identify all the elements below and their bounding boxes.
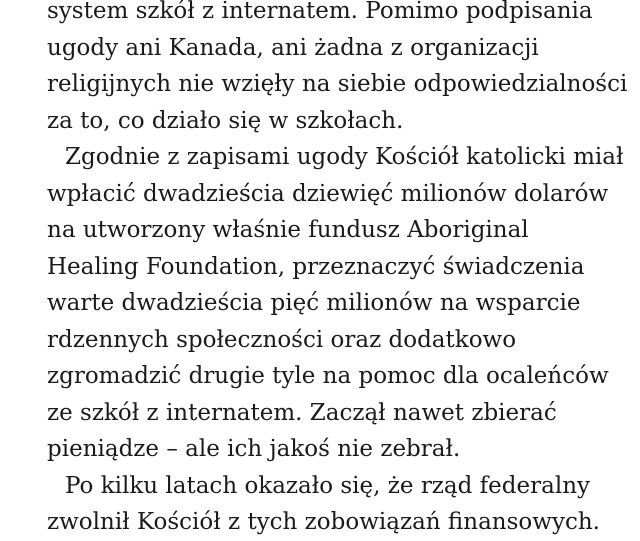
text-line: zwolnił Kościół z tych zobowiązań finansowych.: [47, 509, 600, 535]
text-line: religijnych nie wzięły na siebie odpowiedzialności: [47, 71, 628, 97]
text-line: ugody ani Kanada, ani żadna z organizacji: [47, 34, 539, 61]
text-line: ze szkół z internatem. Zaczął nawet zbierać: [47, 399, 557, 426]
paragraph-first-line: Po kilku latach okazało się, że rząd federalny: [65, 472, 591, 499]
text-line: za to, co działo się w szkołach.: [47, 107, 404, 134]
text-line: zgromadzić drugie tyle na pomoc dla ocaleńców: [47, 363, 609, 389]
text-line: system szkół z internatem. Pomimo podpisania: [47, 0, 593, 24]
text-line: pieniądze – ale ich jakoś nie zebrał.: [47, 436, 461, 462]
body-text: [47, 0, 640, 541]
text-line: wpłacić dwadzieścia dziewięć milionów dolarów: [47, 180, 609, 207]
text-line: warte dwadzieścia pięć milionów na wsparcie: [47, 290, 581, 316]
text-line: na utworzony właśnie fundusz Aboriginal: [47, 217, 529, 243]
text-line: rdzennych społeczności oraz dodatkowo: [47, 326, 517, 353]
text-line: Healing Foundation, przeznaczyć świadczenia: [47, 253, 585, 280]
paragraph-first-line: Zgodnie z zapisami ugody Kościół katolicki miał: [65, 144, 624, 170]
